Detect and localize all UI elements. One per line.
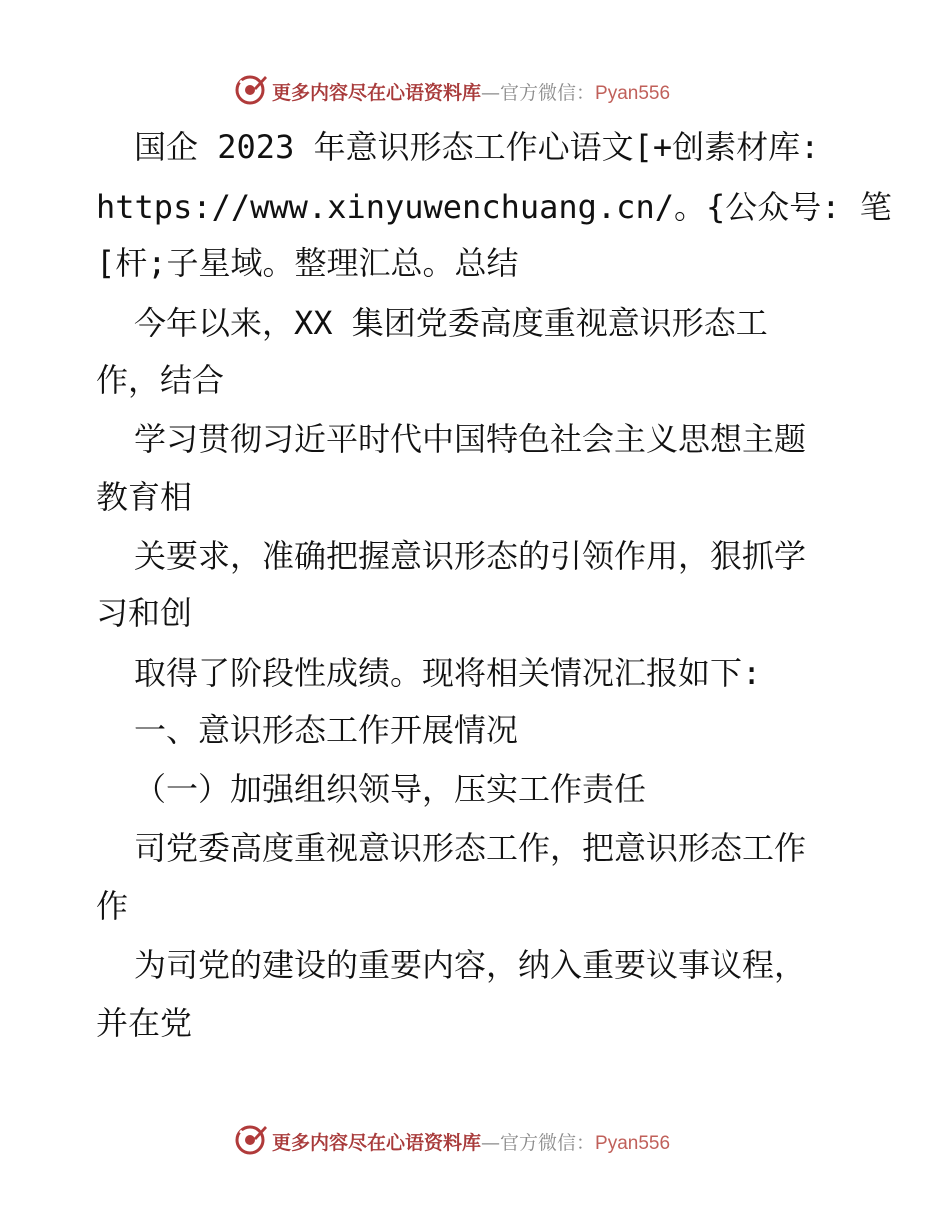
body-line: 为司党的建设的重要内容，纳入重要议事议程， (134, 946, 807, 984)
pen-circle-logo-icon (234, 72, 268, 106)
body-line: 学习贯彻习近平时代中国特色社会主义思想主题 (134, 420, 807, 458)
watermark-dash: — (481, 1132, 501, 1154)
watermark-text (272, 1128, 670, 1155)
watermark-text (272, 78, 670, 105)
footer-watermark (0, 1122, 950, 1158)
watermark-official: 官方微信： (500, 82, 596, 104)
header-watermark (0, 72, 950, 108)
body-line: 国企 2023 年意识形态工作心语文[+创素材库: (134, 128, 820, 166)
watermark-id: Pyan556 (595, 1133, 671, 1154)
body-line: https://www.xinyuwenchuang.cn/。{公众号: 笔 (96, 188, 892, 226)
body-line: 并在党 (96, 1004, 193, 1042)
watermark-dash: — (481, 82, 501, 104)
pen-circle-logo-icon (234, 1122, 268, 1156)
body-line: （一）加强组织领导，压实工作责任 (134, 770, 647, 808)
body-line: 作 (96, 887, 129, 925)
body-line: [杆;子星域。整理汇总。总结 (96, 244, 519, 282)
watermark-main: 更多内容尽在心语资料库 (272, 82, 482, 104)
body-line: 取得了阶段性成绩。现将相关情况汇报如下: (134, 654, 762, 692)
body-line: 关要求，准确把握意识形态的引领作用，狠抓学 (134, 537, 807, 575)
body-line: 今年以来，XX 集团党委高度重视意识形态工 (134, 304, 768, 342)
body-line: 司党委高度重视意识形态工作，把意识形态工作 (134, 829, 807, 867)
body-line: 作，结合 (96, 361, 225, 399)
body-line: 一、意识形态工作开展情况 (134, 711, 519, 749)
watermark-main: 更多内容尽在心语资料库 (272, 1132, 482, 1154)
watermark-official: 官方微信： (500, 1132, 596, 1154)
body-line: 教育相 (96, 478, 193, 516)
watermark-id: Pyan556 (595, 83, 671, 104)
body-line: 习和创 (96, 594, 193, 632)
